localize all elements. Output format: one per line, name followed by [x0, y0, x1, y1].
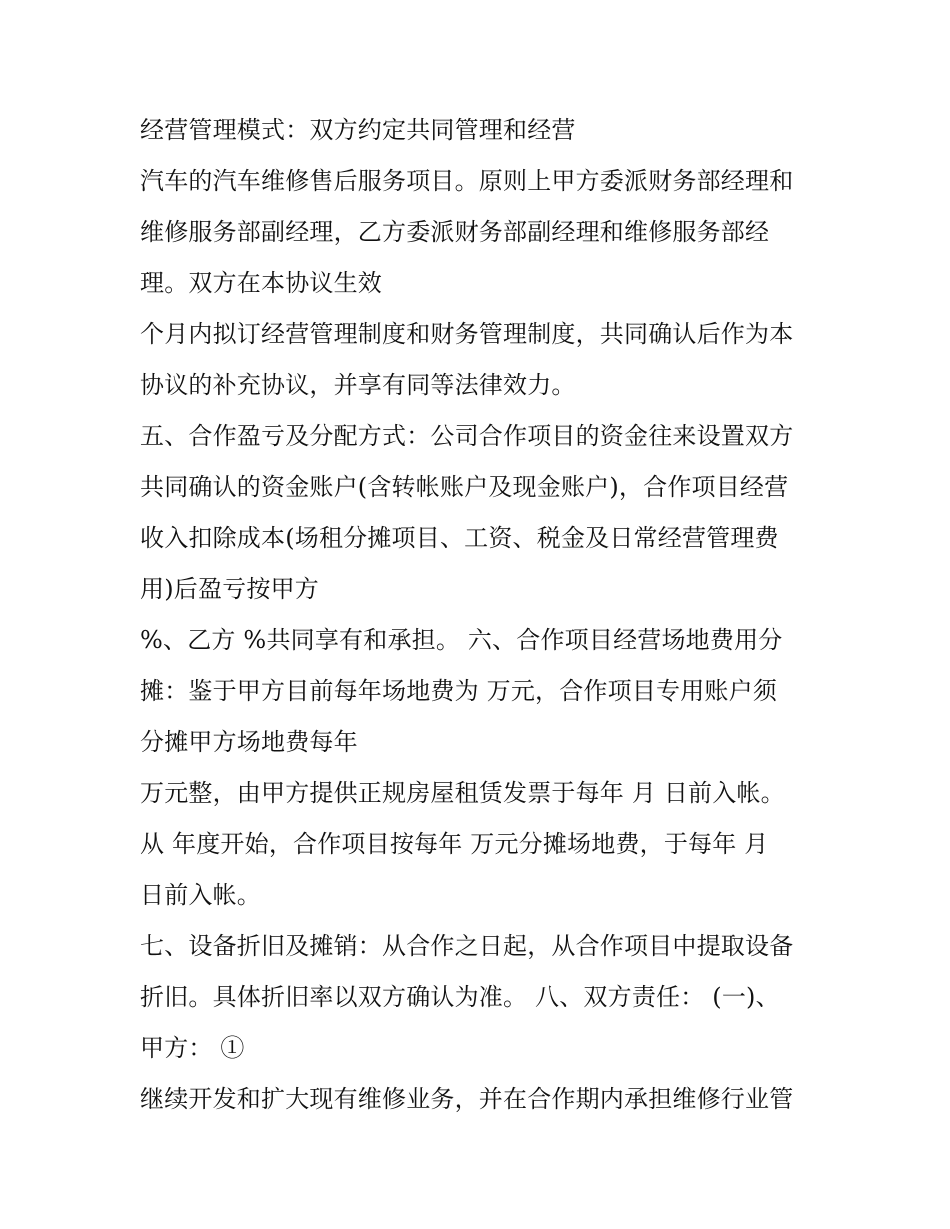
- text-line: 摊：鉴于甲方目前每年场地费为 万元，合作项目专用账户须: [140, 677, 778, 705]
- text-line: 从 年度开始，合作项目按每年 万元分摊场地费，于每年 月: [140, 830, 769, 858]
- text-line: 协议的补充协议，并享有同等法律效力。: [140, 371, 576, 399]
- text-line: 汽车的汽车维修售后服务项目。原则上甲方委派财务部经理和: [140, 167, 794, 195]
- text-line: 共同确认的资金账户(含转帐账户及现金账户)，合作项目经营: [140, 473, 789, 501]
- text-line: 分摊甲方场地费每年: [140, 728, 358, 756]
- text-line: 万元整，由甲方提供正规房屋租赁发票于每年 月 日前入帐。: [140, 779, 785, 807]
- text-line: 用)后盈亏按甲方: [140, 575, 319, 603]
- text-line: 日前入帐。: [140, 881, 261, 909]
- text-line: 个月内拟订经营管理制度和财务管理制度，共同确认后作为本: [140, 320, 794, 348]
- text-line: 甲方： ①: [140, 1034, 245, 1062]
- document-body: [140, 105, 830, 1125]
- text-line: 折旧。具体折旧率以双方确认为准。 八、双方责任： (一)、: [140, 983, 780, 1011]
- text-line: %、乙方 %共同享有和承担。 六、合作项目经营场地费用分: [140, 626, 783, 654]
- text-line: 五、合作盈亏及分配方式：公司合作项目的资金往来设置双方: [140, 422, 794, 450]
- text-line: 继续开发和扩大现有维修业务，并在合作期内承担维修行业管: [140, 1085, 794, 1113]
- text-line: 理。双方在本协议生效: [140, 269, 382, 297]
- text-line: 维修服务部副经理，乙方委派财务部副经理和维修服务部经: [140, 218, 770, 246]
- text-line: 七、设备折旧及摊销：从合作之日起，从合作项目中提取设备: [140, 932, 794, 960]
- text-line: 经营管理模式：双方约定共同管理和经营: [140, 116, 576, 144]
- text-line: 收入扣除成本(场租分摊项目、工资、税金及日常经营管理费: [140, 524, 779, 552]
